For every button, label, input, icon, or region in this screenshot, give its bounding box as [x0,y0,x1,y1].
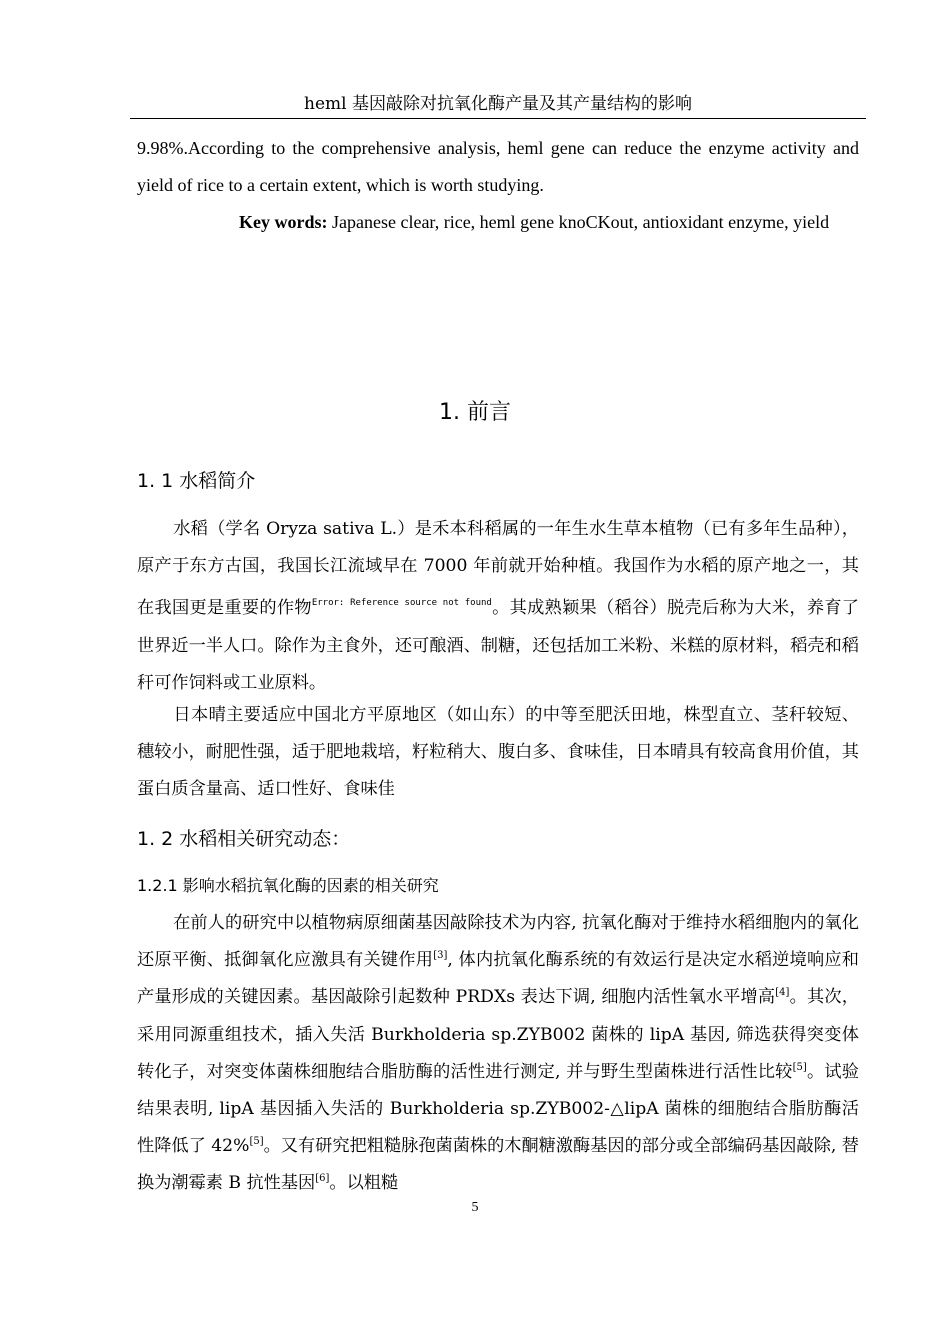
paragraph-text: 。其次，采用同源重组技术，插入失活 Burkholderia sp.ZYB002 菌株的 lipA 基因, 筛选获得突变体转化子，对突变体菌株细胞结合脂肪酶的活性进行测定, 并与野生型菌株进行活性比较 [137,987,859,1082]
keywords-label: Key words: [239,212,328,232]
paragraph-text: 在前人的研究中以植物病原细菌基因敲除技术为内容, 抗氧化酶对于维持水稻细胞内的氧化还原平衡、抵御氧化应激具有关键作用 [137,913,859,971]
section-heading-1-2-1: 1.2.1 影响水稻抗氧化酶的因素的相关研究 [137,876,439,895]
paragraph-text: 。又有研究把粗糙脉孢菌菌株的木酮糖激酶基因的部分或全部编码基因敲除, 替换为潮霉素 B 抗性基因 [137,1136,859,1194]
citation-ref: [4] [775,987,790,999]
citation-ref: [5] [249,1136,264,1148]
citation-ref: [5] [792,1061,807,1073]
section-heading-1-2: 1. 2 水稻相关研究动态： [137,828,351,850]
abstract-text: 9.98%.According to the comprehensive analysis, heml gene can reduce the enzyme activity and yield of rice to a certain extent, which is worth studying. [137,138,859,195]
paragraph-text: 水稻（学名 Oryza sativa L.）是禾本科稻属的一年生水生草本植物（已有多年生品种），原产于东方古国，我国长江流域早在 7000 年前就开始种植。我国作为水稻的原产地之一，其在我国更是重要的作物 [137,519,859,619]
paragraph-text: 日本晴主要适应中国北方平原地区（如山东）的中等至肥沃田地，株型直立、茎秆较短、穗较小，耐肥性强，适于肥地栽培，籽粒稍大、腹白多、食味佳，日本晴具有较高食用价值，其蛋白质含量高、适口性好、食味佳 [137,705,859,800]
section-heading-1-1: 1. 1 水稻简介 [137,470,256,492]
running-header: heml 基因敲除对抗氧化酶产量及其产量结构的影响 [130,92,866,119]
reference-error: Error: Reference source not found [311,598,492,609]
keywords-line [137,204,859,241]
citation-ref: [3] [433,950,448,962]
section-heading-1: 1. 前言 [439,400,511,425]
paragraph-text: 。以粗糙 [329,1173,399,1194]
keywords-list: Japanese clear, rice, heml gene knoCKout, antioxidant enzyme, yield [327,212,830,232]
paragraph-text: , 体内抗氧化酶系统的有效运行是决定水稻逆境响应和产量形成的关键因素。基因敲除引起数种 PRDXs 表达下调, 细胞内活性氧水平增高 [137,950,859,1008]
paragraph-antioxidant-research [137,905,859,1203]
abstract-english [137,130,859,241]
paragraph-nipponbare [137,697,859,809]
page-number: 5 [471,1200,479,1215]
paragraph-rice-intro [137,511,859,702]
citation-ref: [6] [315,1173,330,1185]
paragraph-text: 。其成熟颖果（稻谷）脱壳后称为大米，养育了世界近一半人口。除作为主食外，还可酿酒、制糖，还包括加工米粉、米糕的原材料，稻壳和稻秆可作饲料或工业原料。 [137,598,859,693]
paragraph-text: 。试验结果表明, lipA 基因插入失活的 Burkholderia sp.ZYB002-△lipA 菌株的细胞结合脂肪酶活性降低了 42% [137,1061,859,1157]
